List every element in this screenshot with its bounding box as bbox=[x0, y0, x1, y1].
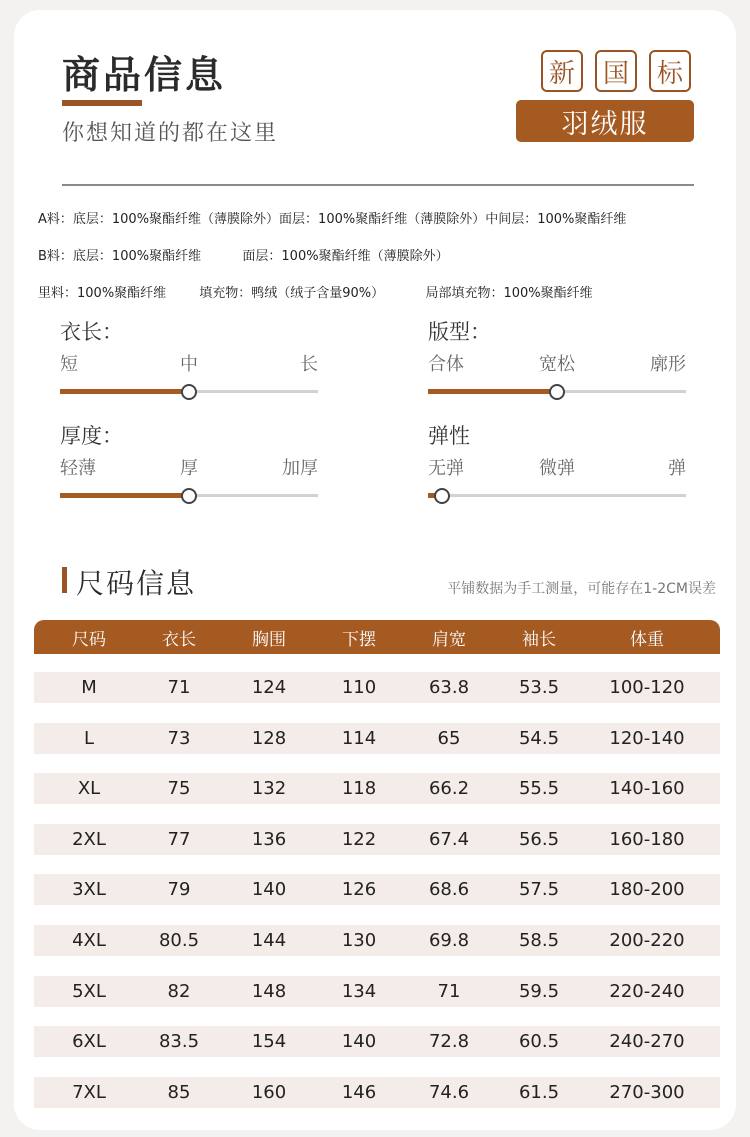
table-cell: 220-240 bbox=[609, 980, 685, 1002]
table-cell: 60.5 bbox=[518, 1031, 560, 1053]
standard-char-2: 国 bbox=[595, 50, 637, 92]
table-cell: 160 bbox=[251, 1081, 287, 1103]
attr-elasticity-label-stretch: 弹 bbox=[668, 458, 686, 479]
material-line-b: B料：底层：100%聚酯纤维 面层：100%聚酯纤维（薄膜除外） bbox=[38, 249, 449, 264]
table-cell: 82 bbox=[167, 980, 191, 1002]
table-cell: XL bbox=[77, 778, 101, 800]
title-underline bbox=[62, 100, 142, 106]
table-cell: 126 bbox=[341, 879, 377, 901]
new-national-standard-badge bbox=[541, 50, 691, 92]
attr-elasticity-title: 弹性 bbox=[428, 424, 470, 448]
table-cell: 132 bbox=[251, 778, 287, 800]
attr-elasticity-labels bbox=[428, 454, 686, 484]
table-cell: 80.5 bbox=[158, 929, 200, 951]
attr-thickness-label-light: 轻薄 bbox=[60, 458, 96, 479]
header-shoulder: 肩宽 bbox=[432, 629, 466, 650]
page-subtitle: 你想知道的都在这里 bbox=[62, 121, 279, 146]
size-table-body bbox=[34, 672, 720, 1108]
table-cell: 79 bbox=[167, 879, 191, 901]
table-cell: 114 bbox=[341, 727, 377, 749]
table-cell: 53.5 bbox=[518, 677, 560, 698]
attr-thickness-label-extra: 加厚 bbox=[282, 458, 318, 479]
table-cell: L bbox=[83, 727, 95, 749]
category-badge: 羽绒服 bbox=[516, 100, 694, 142]
attr-length-label-long: 长 bbox=[300, 354, 318, 375]
attr-fit-label-oversized: 廓形 bbox=[650, 354, 686, 375]
slider-knob bbox=[181, 384, 197, 400]
table-row bbox=[34, 1026, 720, 1057]
table-row bbox=[34, 1077, 720, 1108]
standard-char-3: 标 bbox=[649, 50, 691, 92]
table-cell: 3XL bbox=[72, 879, 106, 901]
attr-length bbox=[60, 316, 318, 400]
attr-length-slider bbox=[60, 384, 318, 400]
attr-thickness-labels bbox=[60, 454, 318, 484]
attr-fit-label-fitted: 合体 bbox=[428, 354, 464, 375]
table-cell: 124 bbox=[251, 677, 287, 698]
table-cell: 77 bbox=[167, 828, 191, 850]
table-cell: 55.5 bbox=[518, 778, 560, 800]
material-line-a: A料：底层：100%聚酯纤维（薄膜除外）面层：100%聚酯纤维（薄膜除外）中间层：100%聚酯纤维 bbox=[38, 212, 627, 227]
table-cell: 58.5 bbox=[518, 929, 560, 951]
table-cell: 83.5 bbox=[158, 1031, 200, 1053]
table-cell: 72.8 bbox=[428, 1031, 470, 1053]
table-cell: 144 bbox=[251, 929, 287, 951]
header-size: 尺码 bbox=[72, 629, 106, 650]
table-cell: 71 bbox=[437, 980, 461, 1002]
table-row bbox=[34, 824, 720, 855]
page-title: 商品信息 bbox=[62, 53, 227, 97]
table-row bbox=[34, 773, 720, 804]
slider-fill bbox=[60, 389, 189, 394]
table-cell: 7XL bbox=[72, 1081, 106, 1103]
attr-thickness-title: 厚度： bbox=[60, 424, 123, 448]
attr-thickness-slider bbox=[60, 488, 318, 504]
table-cell: 57.5 bbox=[518, 879, 560, 901]
table-cell: 110 bbox=[341, 677, 377, 698]
slider-knob bbox=[549, 384, 565, 400]
table-row bbox=[34, 976, 720, 1007]
header-chest: 胸围 bbox=[252, 629, 286, 650]
header-divider bbox=[62, 184, 694, 186]
attr-fit-title: 版型： bbox=[428, 320, 491, 344]
table-cell: 74.6 bbox=[428, 1081, 470, 1103]
table-cell: M bbox=[81, 677, 97, 698]
table-cell: 146 bbox=[341, 1081, 377, 1103]
table-row bbox=[34, 723, 720, 754]
table-cell: 6XL bbox=[72, 1031, 106, 1053]
attr-elasticity-label-slight: 微弹 bbox=[539, 458, 575, 479]
table-cell: 2XL bbox=[72, 828, 106, 850]
table-cell: 63.8 bbox=[428, 677, 470, 698]
table-cell: 73 bbox=[167, 727, 191, 749]
table-cell: 69.8 bbox=[428, 929, 470, 951]
table-cell: 122 bbox=[341, 828, 377, 850]
table-cell: 134 bbox=[341, 980, 377, 1002]
table-row bbox=[34, 874, 720, 905]
table-cell: 240-270 bbox=[609, 1031, 685, 1053]
table-cell: 100-120 bbox=[609, 677, 685, 698]
attr-fit-slider bbox=[428, 384, 686, 400]
size-section-title: 尺码信息 bbox=[76, 567, 197, 600]
attr-length-labels bbox=[60, 350, 318, 380]
table-cell: 59.5 bbox=[518, 980, 560, 1002]
table-row bbox=[34, 925, 720, 956]
attr-fit bbox=[428, 316, 686, 400]
table-cell: 140 bbox=[251, 879, 287, 901]
table-cell: 130 bbox=[341, 929, 377, 951]
attr-thickness-label-thick: 厚 bbox=[180, 458, 198, 479]
table-cell: 136 bbox=[251, 828, 287, 850]
attr-elasticity-slider bbox=[428, 488, 686, 504]
table-cell: 270-300 bbox=[609, 1081, 685, 1103]
header-weight: 体重 bbox=[630, 629, 664, 650]
size-table bbox=[34, 620, 720, 1108]
attr-length-label-short: 短 bbox=[60, 354, 78, 375]
slider-fill bbox=[428, 389, 557, 394]
table-cell: 4XL bbox=[72, 929, 106, 951]
table-cell: 61.5 bbox=[518, 1081, 560, 1103]
header-sleeve: 袖长 bbox=[522, 629, 556, 650]
table-cell: 160-180 bbox=[609, 828, 685, 850]
size-table-header bbox=[34, 620, 720, 654]
table-cell: 67.4 bbox=[428, 828, 470, 850]
attr-length-label-mid: 中 bbox=[180, 354, 198, 375]
table-cell: 120-140 bbox=[609, 727, 685, 749]
table-cell: 128 bbox=[251, 727, 287, 749]
table-cell: 71 bbox=[167, 677, 191, 698]
table-cell: 140-160 bbox=[609, 778, 685, 800]
slider-fill bbox=[60, 493, 189, 498]
slider-knob bbox=[434, 488, 450, 504]
table-cell: 54.5 bbox=[518, 727, 560, 749]
table-row bbox=[34, 672, 720, 703]
table-cell: 154 bbox=[251, 1031, 287, 1053]
table-cell: 56.5 bbox=[518, 828, 560, 850]
size-title-bar bbox=[62, 567, 67, 593]
table-cell: 75 bbox=[167, 778, 191, 800]
attr-fit-labels bbox=[428, 350, 686, 380]
slider-knob bbox=[181, 488, 197, 504]
table-cell: 118 bbox=[341, 778, 377, 800]
table-cell: 66.2 bbox=[428, 778, 470, 800]
table-cell: 5XL bbox=[72, 980, 106, 1002]
table-cell: 200-220 bbox=[609, 929, 685, 951]
attr-fit-label-loose: 宽松 bbox=[539, 354, 575, 375]
attr-elasticity-label-none: 无弹 bbox=[428, 458, 464, 479]
material-line-lining: 里料：100%聚酯纤维 填充物：鸭绒（绒子含量90%） 局部填充物：100%聚酯纤维 bbox=[38, 286, 593, 301]
table-cell: 68.6 bbox=[428, 879, 470, 901]
header-length: 衣长 bbox=[162, 629, 196, 650]
attr-thickness bbox=[60, 420, 318, 504]
table-cell: 140 bbox=[341, 1031, 377, 1053]
table-cell: 180-200 bbox=[609, 879, 685, 901]
table-cell: 148 bbox=[251, 980, 287, 1002]
standard-char-1: 新 bbox=[541, 50, 583, 92]
attr-elasticity bbox=[428, 420, 686, 504]
table-cell: 65 bbox=[437, 727, 461, 749]
table-cell: 85 bbox=[167, 1081, 191, 1103]
header-hem: 下摆 bbox=[342, 629, 376, 650]
attr-length-title: 衣长： bbox=[60, 320, 123, 344]
size-measure-note: 平铺数据为手工测量，可能存在1-2CM误差 bbox=[447, 581, 716, 597]
